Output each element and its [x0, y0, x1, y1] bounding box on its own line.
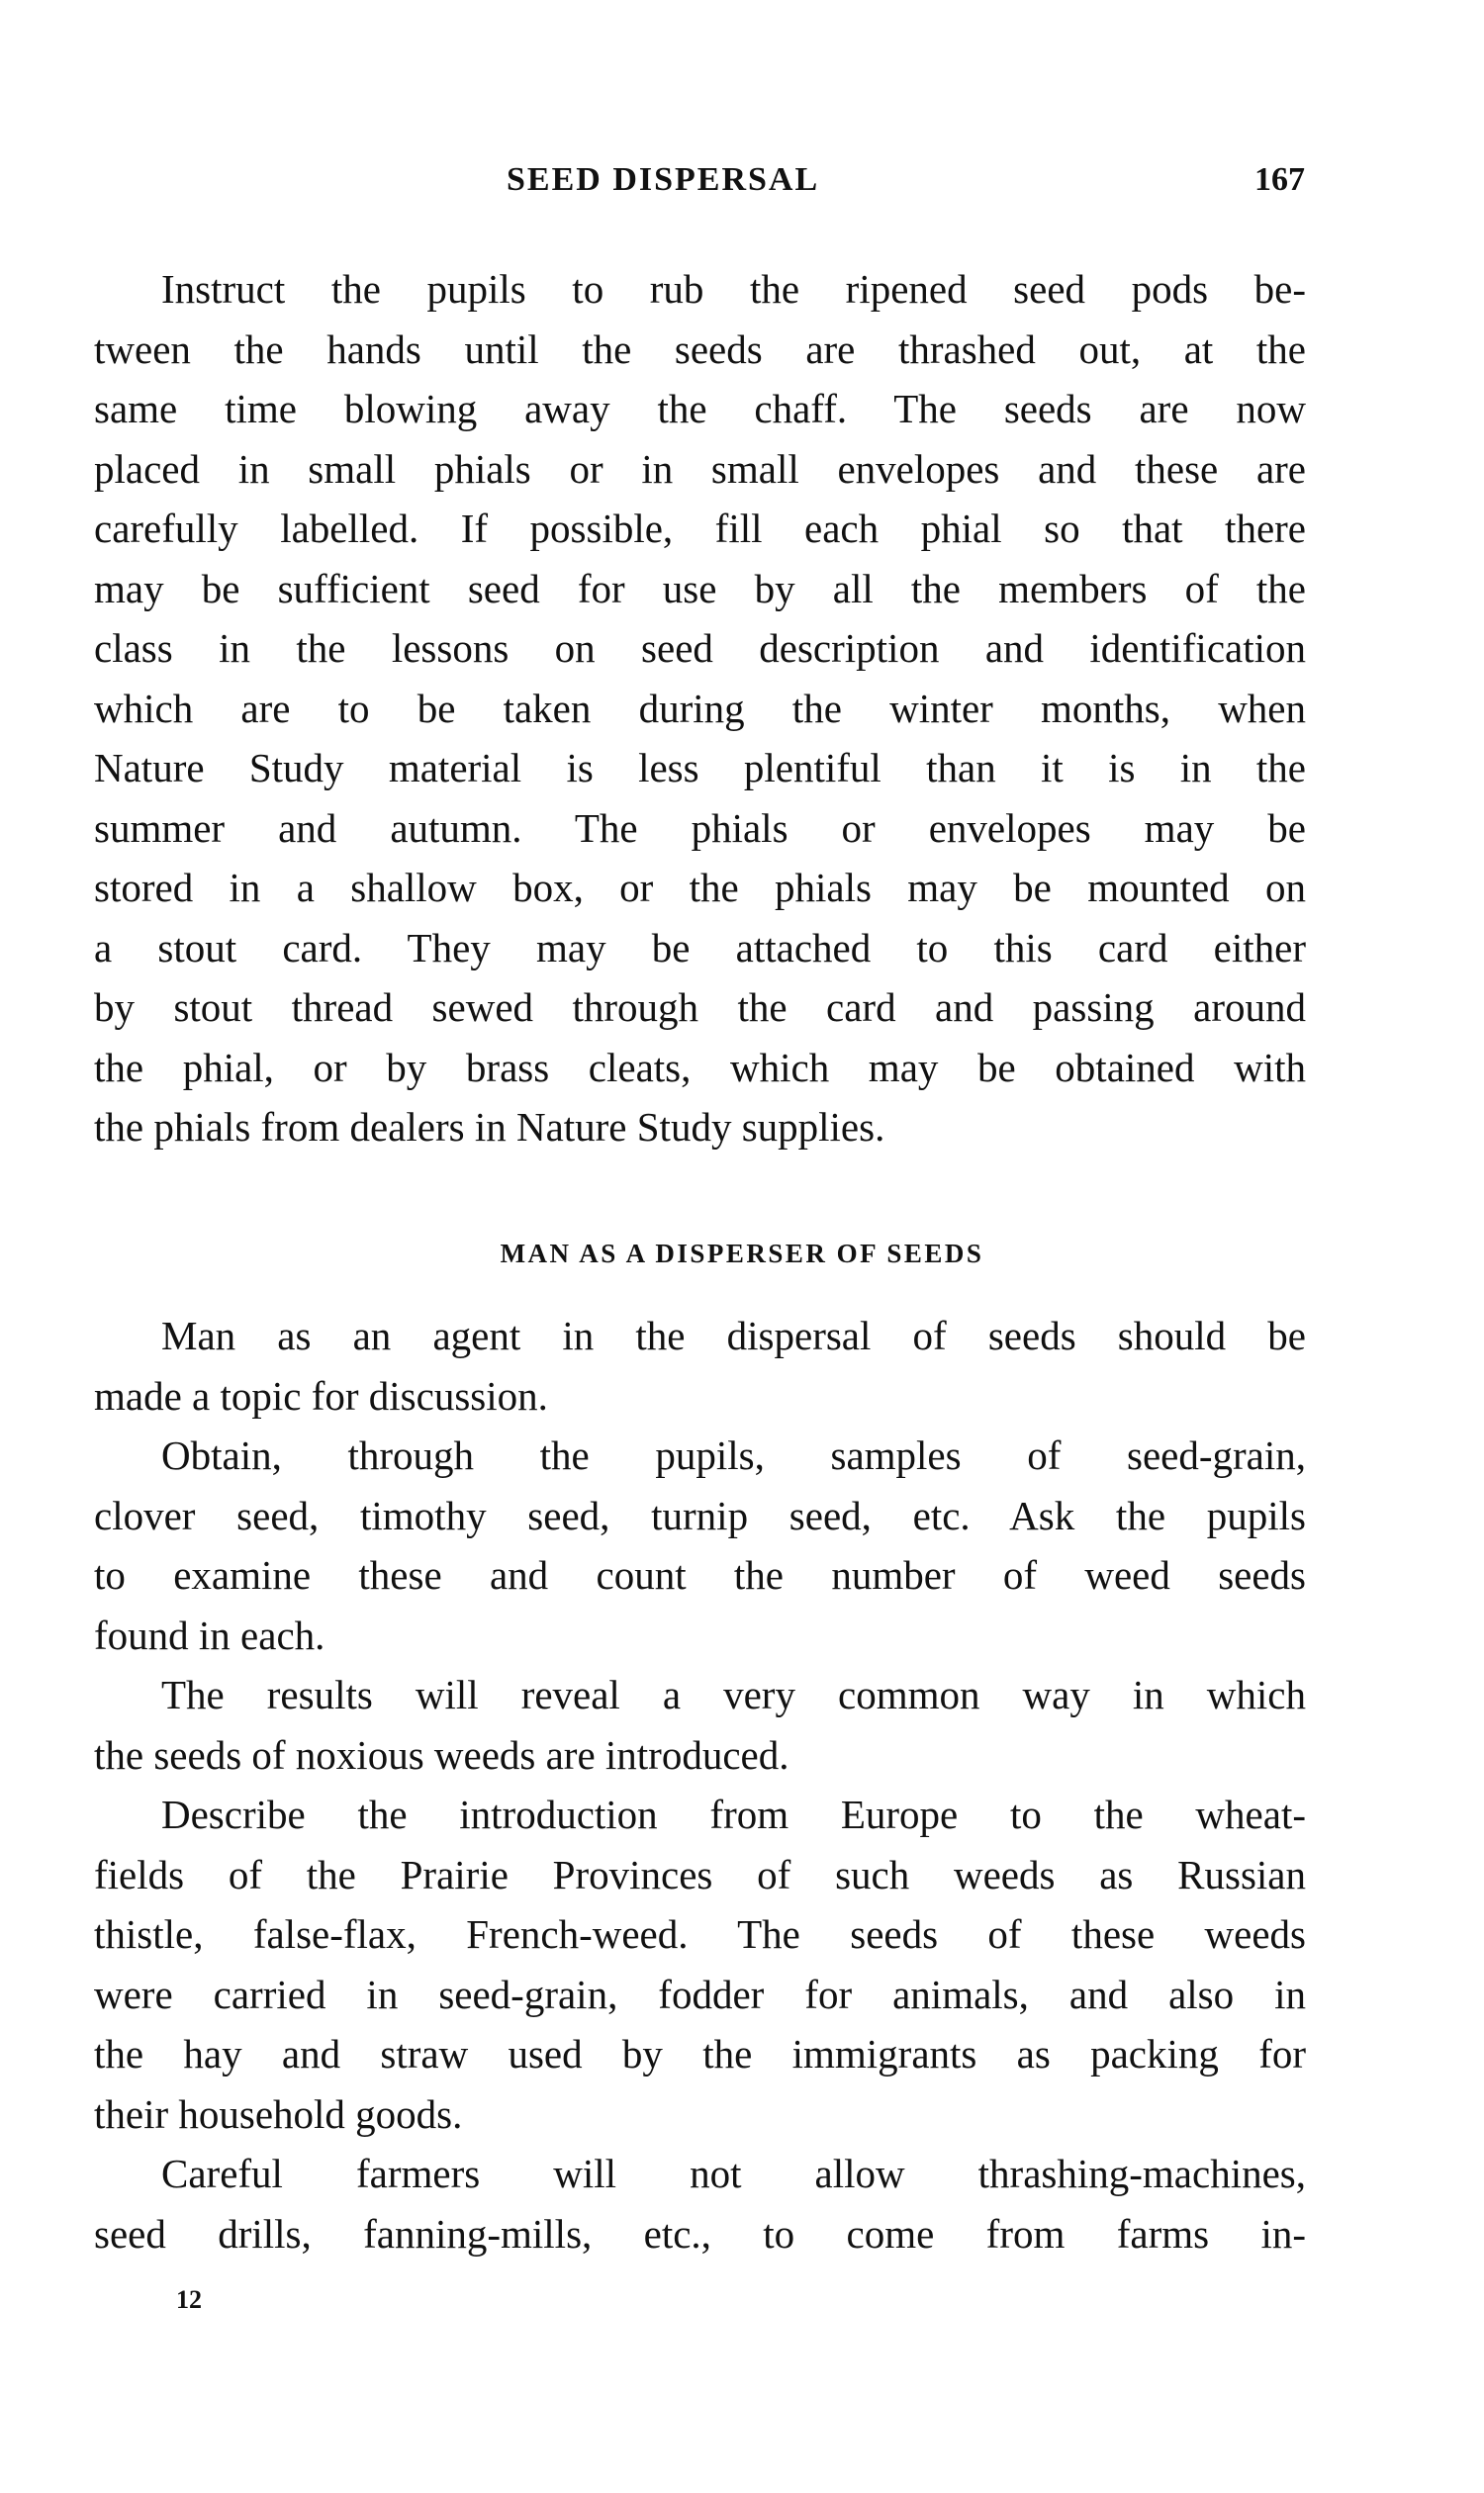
text-line: were carried in seed-grain, fodder for animals, and also in — [94, 1971, 1306, 2017]
text-line: Man as an agent in the dispersal of seeds should be — [161, 1313, 1306, 1358]
running-title: SEED DISPERSAL — [507, 161, 820, 198]
section-heading: MAN AS A DISPERSER OF SEEDS — [500, 1239, 984, 1268]
text-line: The results will reveal a very common way in which — [161, 1672, 1306, 1717]
text-line: the phial, or by brass cleats, which may be obtained with — [94, 1044, 1306, 1090]
text-line: found in each. — [94, 1612, 325, 1658]
text-line: Careful farmers will not allow thrashing-machines, — [161, 2151, 1306, 2196]
text-line: their household goods. — [94, 2090, 463, 2137]
text-line: Obtain, through the pupils, samples of seed-grain, — [161, 1432, 1306, 1478]
text-line: a stout card. They may be attached to this card either — [94, 924, 1306, 970]
text-line: fields of the Prairie Provinces of such weeds as Russian — [94, 1851, 1306, 1897]
text-line: tween the hands until the seeds are thrashed out, at the — [94, 325, 1306, 372]
text-line: seed drills, fanning-mills, etc., to come from farms in- — [94, 2210, 1306, 2257]
text-line: may be sufficient seed for use by all the members of the — [94, 565, 1306, 611]
text-line: Instruct the pupils to rub the ripened seed pods be- — [161, 266, 1306, 312]
text-line: summer and autumn. The phials or envelopes may be — [94, 804, 1306, 851]
text-line: to examine these and count the number of weed seeds — [94, 1552, 1306, 1598]
signature-mark: 12 — [176, 2285, 202, 2314]
running-head — [0, 160, 1484, 200]
text-line: made a topic for discussion. — [94, 1372, 548, 1419]
text-line: stored in a shallow box, or the phials may be mounted on — [94, 865, 1306, 910]
text-line: clover seed, timothy seed, turnip seed, etc. Ask the pupils — [94, 1492, 1306, 1538]
text-line: the hay and straw used by the immigrants as packing for — [94, 2031, 1306, 2077]
text-line: same time blowing away the chaff. The seeds are now — [94, 386, 1306, 431]
text-line: class in the lessons on seed description and identification — [94, 625, 1306, 671]
paragraph-phial-instructions — [94, 259, 1306, 1157]
text-line: the seeds of noxious weeds are introduced. — [94, 1731, 789, 1778]
text-line: by stout thread sewed through the card and passing around — [94, 984, 1306, 1030]
page-number: 167 — [1254, 161, 1305, 198]
text-line: Nature Study material is less plentiful than it is in the — [94, 745, 1306, 790]
text-line: carefully labelled. If possible, fill each phial so that there — [94, 506, 1306, 551]
text-line: which are to be taken during the winter months, when — [94, 685, 1306, 731]
text-line: the phials from dealers in Nature Study supplies. — [94, 1104, 885, 1150]
section-man-as-disperser — [94, 1306, 1306, 2263]
text-line: thistle, false-flax, French-weed. The seeds of these weeds — [94, 1911, 1306, 1957]
text-line: Describe the introduction from Europe to the wheat- — [161, 1792, 1306, 1837]
text-line: placed in small phials or in small envelopes and these are — [94, 445, 1306, 492]
